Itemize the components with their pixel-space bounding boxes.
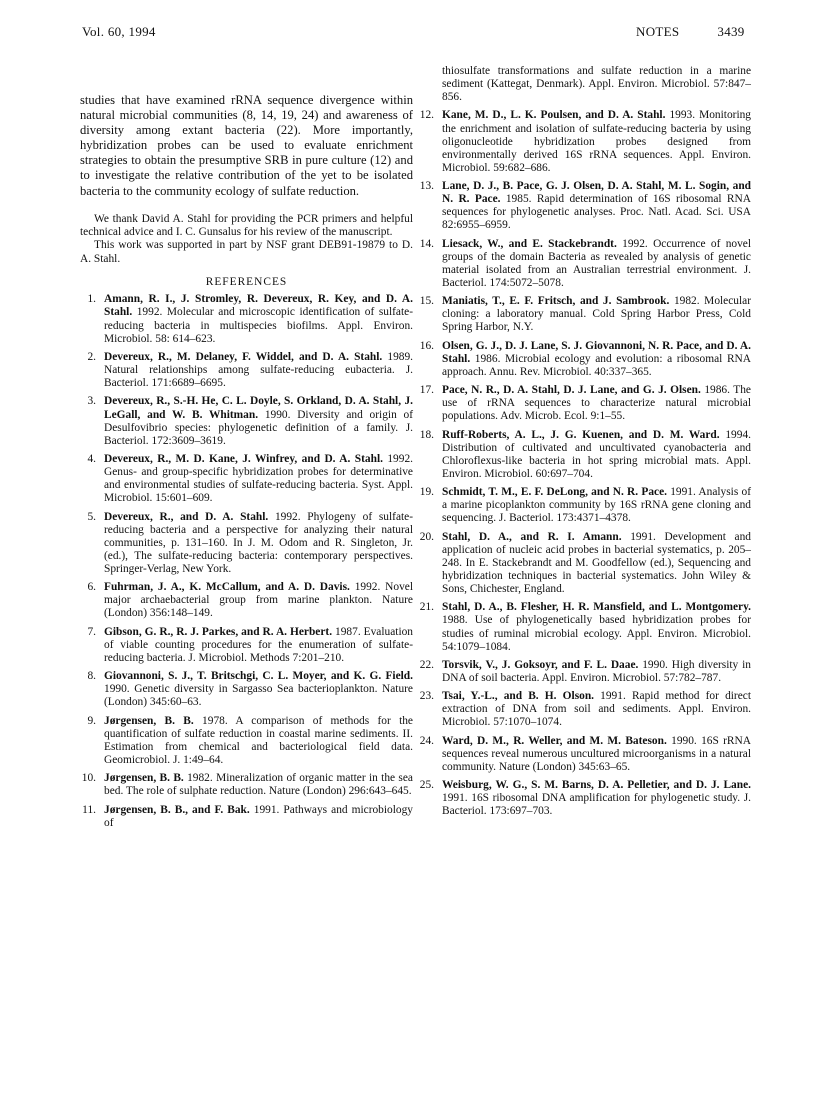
acknowledgment-text: We thank David A. Stahl for providing the PCR primers and helpful technical advice and I. C. Gunsalus for his review of the manuscript. [80,212,413,239]
reference-item [418,690,751,729]
reference-item [80,351,413,390]
reference-number: 23. [419,690,434,703]
reference-text: 1986. Microbial ecology and evolution: a ribosomal RNA approach. Annu. Rev. Microbiol. 40:337–365. [442,352,751,378]
reference-text: 1991. Rapid method for direct extraction of DNA from soil and sediments. Appl. Environ. Microbiol. 57:1070–1074. [442,690,751,729]
reference-item [418,779,751,818]
references-heading: REFERENCES [205,276,288,289]
reference-text: 1993. Monitoring the enrichment and isolation of sulfate-reducing bacteria by using oligonucleotide hybridization probes designed from environmentally derived 16S rRNA sequences. Appl. Environ. Microbiol. 59:682–686. [442,109,751,174]
running-header-volume: Vol. 60, 1994 [82,24,156,39]
reference-item [80,804,413,830]
reference-text: 1982. Molecular cloning: a laboratory manual. Cold Spring Harbor Press, Cold Spring Harbor, N.Y. [442,295,751,334]
reference-authors: Tsai, Y.-L., and B. H. Olson. [442,690,595,703]
reference-item [418,429,751,481]
reference-authors: Gibson, G. R., R. J. Parkes, and R. A. Herbert. [104,625,333,638]
reference-item [418,659,751,685]
reference-number: 22. [419,658,434,671]
reference-authors: Stahl, D. A., and R. I. Amann. [442,530,622,543]
reference-list-left [80,293,413,829]
reference-text: 1992. Novel major archaebacterial group from marine plankton. Nature (London) 356:148–149. [104,581,413,620]
reference-number: 9. [87,714,96,727]
reference-text: 1991. Pathways and microbiology of [104,803,413,829]
reference-number: 20. [419,530,434,543]
reference-item [418,601,751,653]
reference-number: 3. [87,395,96,408]
reference-item [80,293,413,345]
page-number: 3439 [717,24,745,39]
reference-number: 25. [419,779,434,792]
reference-item [418,486,751,525]
reference-authors: Torsvik, V., J. Goksoyr, and F. L. Daae. [442,658,639,671]
reference-authors: Giovannoni, S. J., T. Britschgi, C. L. Moyer, and K. G. Field. [104,670,413,683]
reference-authors: Kane, M. D., L. K. Poulsen, and D. A. Stahl. [442,109,666,122]
reference-text: 1982. Mineralization of organic matter in the sea bed. The role of sulphate reduction. Nature (London) 296:643–645. [104,772,413,798]
reference-authors: Jørgensen, B. B., and F. Bak. [104,803,250,816]
reference-number: 15. [419,295,434,308]
reference-text: 1988. Use of phylogenetically based hybridization probes for studies of ruminal microbial ecology. Appl. Environ. Microbiol. 54:1079–1084. [442,614,751,653]
reference-authors: Jørgensen, B. B. [104,714,194,727]
reference-item [80,453,413,505]
reference-number: 7. [87,625,96,638]
reference-text: 1990. 16S rRNA sequences reveal numerous uncultured microorganisms in a natural community. Nature (London) 345:63–65. [442,734,751,773]
reference-item [80,395,413,447]
reference-authors: Jørgensen, B. B. [104,772,184,785]
reference-item [80,715,413,767]
reference-authors: Weisburg, W. G., S. M. Barns, D. A. Pelletier, and D. J. Lane. [442,779,751,792]
reference-text: 1992. Phylogeny of sulfate-reducing bacteria and a perspective for analyzing their natural communities, p. 131–160. In J. M. Odom and R. Singleton, Jr. (ed.), The sulfate-reducing bacteria: contemporary perspectives. Springer-Verlag, New York. [104,510,414,575]
reference-text: 1985. Rapid determination of 16S ribosomal RNA sequences for phylogenetic analyses. Proc. Natl. Acad. Sci. USA 82:6955–6959. [442,193,751,232]
body-paragraph: studies that have examined rRNA sequence divergence within natural microbial communities (8, 14, 19, 24) and awareness of diversity among extant bacteria (22). More importantly, hybridization probes can be used to evaluate enrichment strategies to obtain the presumptive SRB in pure culture (12) and to investigate the relative contribution of the yet to be isolated bacteria to the community ecology of sulfate reduction. [80,93,413,198]
reference-number: 4. [87,452,96,465]
reference-item [418,238,751,290]
reference-number: 21. [419,601,434,614]
reference-text: 1986. The use of rRNA sequences to characterize natural microbial populations. Adv. Microb. Ecol. 9:1–55. [442,384,751,423]
reference-item [80,511,413,576]
reference-number: 2. [87,350,96,363]
reference-number: 13. [419,180,434,193]
reference-authors: Stahl, D. A., B. Flesher, H. R. Mansfield, and L. Montgomery. [442,601,751,614]
reference-number: 8. [87,670,96,683]
reference-item [418,340,751,379]
reference-text: 1987. Evaluation of viable counting procedures for the enumeration of sulfate-reducing bacteria. J. Microbiol. Methods 7:201–210. [104,625,413,664]
reference-authors: Schmidt, T. M., E. F. DeLong, and N. R. Pace. [442,486,667,499]
reference-item [80,772,413,798]
reference-authors: Devereux, R., S.-H. He, C. L. Doyle, S. Orkland, D. A. Stahl, J. LeGall, and W. B. Whitman. [104,395,413,421]
reference-authors: Liesack, W., and E. Stackebrandt. [442,237,617,250]
reference-text: 1994. Distribution of cultivated and uncultivated cyanobacteria and Chloroflexus-like bacteria in hot spring microbial mats. Appl. Environ. Microbiol. 60:697–704. [442,428,751,480]
reference-authors: Amann, R. I., J. Stromley, R. Devereux, R. Key, and D. A. Stahl. [104,293,413,319]
reference-number: 16. [419,339,434,352]
reference-number: 10. [81,772,96,785]
reference-item [418,180,751,232]
reference-text: 1990. Diversity and origin of Desulfovibrio species: phylogenetic definition of a family. J. Bacteriol. 172:3609–3619. [104,408,414,447]
reference-continuation: thiosulfate transformations and sulfate reduction in a marine sediment (Kattegat, Denmark). Appl. Environ. Microbiol. 57:847–856. [442,65,751,104]
reference-item [418,295,751,334]
reference-number: 5. [87,510,96,523]
reference-text: 1990. Genetic diversity in Sargasso Sea bacterioplankton. Nature (London) 345:60–63. [104,683,413,709]
running-header-section: NOTES [636,24,680,39]
reference-number: 12. [419,109,434,122]
reference-item [418,384,751,423]
reference-number: 24. [419,734,434,747]
reference-item [80,670,413,709]
reference-text: 1978. A comparison of methods for the quantification of sulfate reduction in coastal marine sediments. II. Estimation from chemical and bacteriological field data. Geomicrobiol. J. 1:49–64. [104,714,413,766]
reference-item [418,109,751,174]
reference-number: 1. [87,293,96,306]
reference-text: 1992. Occurrence of novel groups of the domain Bacteria as revealed by analysis of genetic material isolated from an Australian terrestrial environment. J. Bacteriol. 174:5072–5078. [442,237,751,289]
reference-authors: Lane, D. J., B. Pace, G. J. Olsen, D. A. Stahl, M. L. Sogin, and N. R. Pace. [442,180,751,206]
reference-authors: Olsen, G. J., D. J. Lane, S. J. Giovannoni, N. R. Pace, and D. A. Stahl. [442,339,751,365]
reference-authors: Pace, N. R., D. A. Stahl, D. J. Lane, and G. J. Olsen. [442,384,701,397]
reference-item [80,626,413,665]
reference-list-right [418,65,751,819]
right-column [418,65,751,824]
reference-number: 18. [419,428,434,441]
reference-item [80,581,413,620]
reference-item [418,735,751,774]
reference-text: 1990. High diversity in DNA of soil bacteria. Appl. Environ. Microbiol. 57:782–787. [442,658,751,684]
reference-authors: Devereux, R., M. Delaney, F. Widdel, and D. A. Stahl. [104,350,383,363]
reference-authors: Devereux, R., and D. A. Stahl. [104,510,269,523]
reference-authors: Ward, D. M., R. Weller, and M. M. Bateson. [442,734,667,747]
funding-statement: This work was supported in part by NSF grant DEB91-19879 to D. A. Stahl. [80,239,413,265]
left-column [80,65,413,835]
reference-number: 19. [419,486,434,499]
reference-text: 1992. Genus- and group-specific hybridization probes for determinative and environmental studies of sulfate-reducing bacteria. Syst. Appl. Microbiol. 15:601–609. [104,452,413,505]
reference-number: 11. [82,803,96,816]
reference-authors: Devereux, R., M. D. Kane, J. Winfrey, and D. A. Stahl. [104,452,383,465]
reference-authors: Fuhrman, J. A., K. McCallum, and A. D. Davis. [104,581,350,594]
reference-text: 1991. Analysis of a marine picoplankton community by 16S rRNA gene cloning and sequencing. J. Bacteriol. 173:4371–4378. [442,486,751,525]
reference-text: 1991. Development and application of nucleic acid probes in bacterial systematics, p. 205–248. In E. Stackebrandt and M. Goodfellow (ed.), Sequencing and hybridization techniques in bacterial systematics. John Wiley & Sons, Chichester, England. [442,530,752,596]
reference-text: 1991. 16S ribosomal DNA amplification for phylogenetic study. J. Bacteriol. 173:697–703. [442,792,751,818]
reference-text: 1989. Natural relationships among sulfate-reducing eubacteria. J. Bacteriol. 171:6689–6695. [104,350,413,390]
reference-authors: Maniatis, T., E. F. Fritsch, and J. Sambrook. [442,295,670,308]
running-header-right [636,24,745,40]
reference-text: 1992. Molecular and microscopic identification of sulfate-reducing bacteria in multispecies biofilms. Appl. Environ. Microbiol. 58: 614–623. [104,306,413,345]
reference-number: 6. [87,581,96,594]
reference-item [418,531,751,596]
reference-number: 14. [419,237,434,250]
reference-number: 17. [419,384,434,397]
reference-authors: Ruff-Roberts, A. L., J. G. Kuenen, and D. M. Ward. [442,428,720,441]
